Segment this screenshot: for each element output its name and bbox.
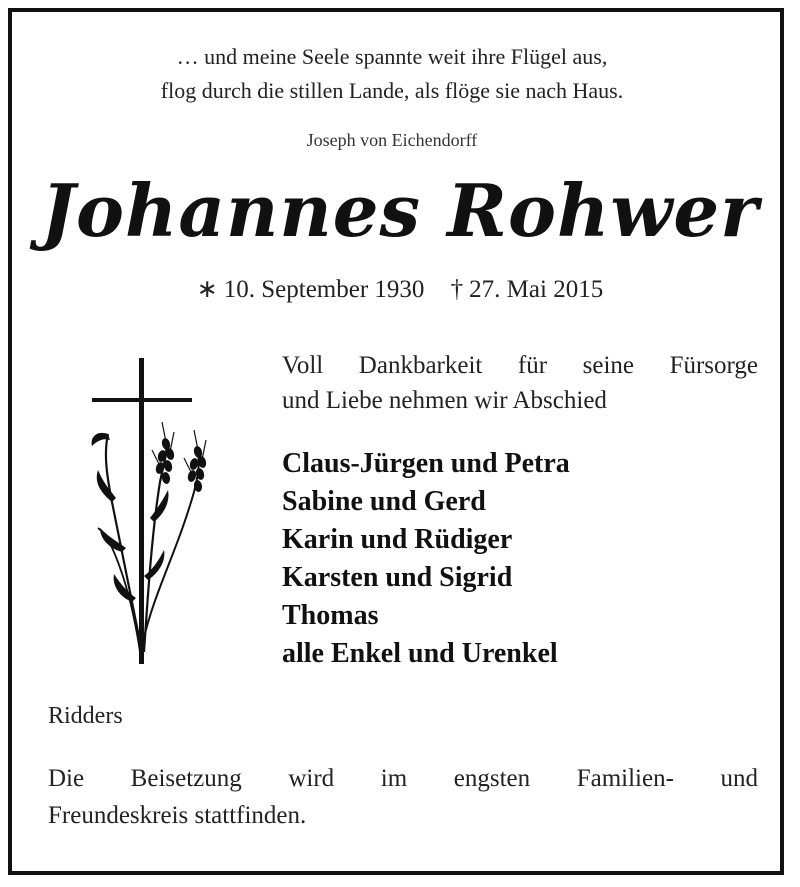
quote	[0, 40, 784, 108]
life-dates	[0, 274, 800, 304]
birth-date: 10. September 1930	[223, 276, 425, 303]
funeral-notice-line-2: Freundeskreis stattfinden.	[48, 802, 307, 829]
family-member: Thomas	[282, 600, 379, 631]
birth-symbol: ∗	[196, 276, 218, 303]
cross-with-wheat-icon	[82, 352, 222, 672]
death-symbol: †	[450, 276, 464, 303]
quote-line-2: flog durch die stillen Lande, als flöge sie nach Haus.	[160, 78, 624, 103]
place-name: Ridders	[48, 703, 123, 729]
family-member: alle Enkel und Urenkel	[282, 638, 558, 669]
deceased-name: Johannes Rohwer	[40, 168, 760, 253]
family-member: Claus-Jürgen und Petra	[282, 448, 570, 479]
thanks-line-1: Voll Dankbarkeit für seine Fürsorge	[282, 352, 758, 379]
family-list	[282, 445, 762, 673]
quote-author: Joseph von Eichendorff	[306, 130, 478, 150]
funeral-notice	[48, 760, 758, 834]
quote-line-1: … und meine Seele spannte weit ihre Flügel aus,	[176, 44, 608, 69]
death-date: 27. Mai 2015	[469, 276, 604, 303]
thanks-line-2: und Liebe nehmen wir Abschied	[282, 387, 607, 414]
thanks-text	[282, 348, 758, 418]
family-member: Sabine und Gerd	[282, 486, 486, 517]
funeral-notice-line-1: Die Beisetzung wird im engsten Familien- und	[48, 765, 758, 792]
family-member: Karsten und Sigrid	[282, 562, 513, 593]
family-member: Karin und Rüdiger	[282, 524, 513, 555]
